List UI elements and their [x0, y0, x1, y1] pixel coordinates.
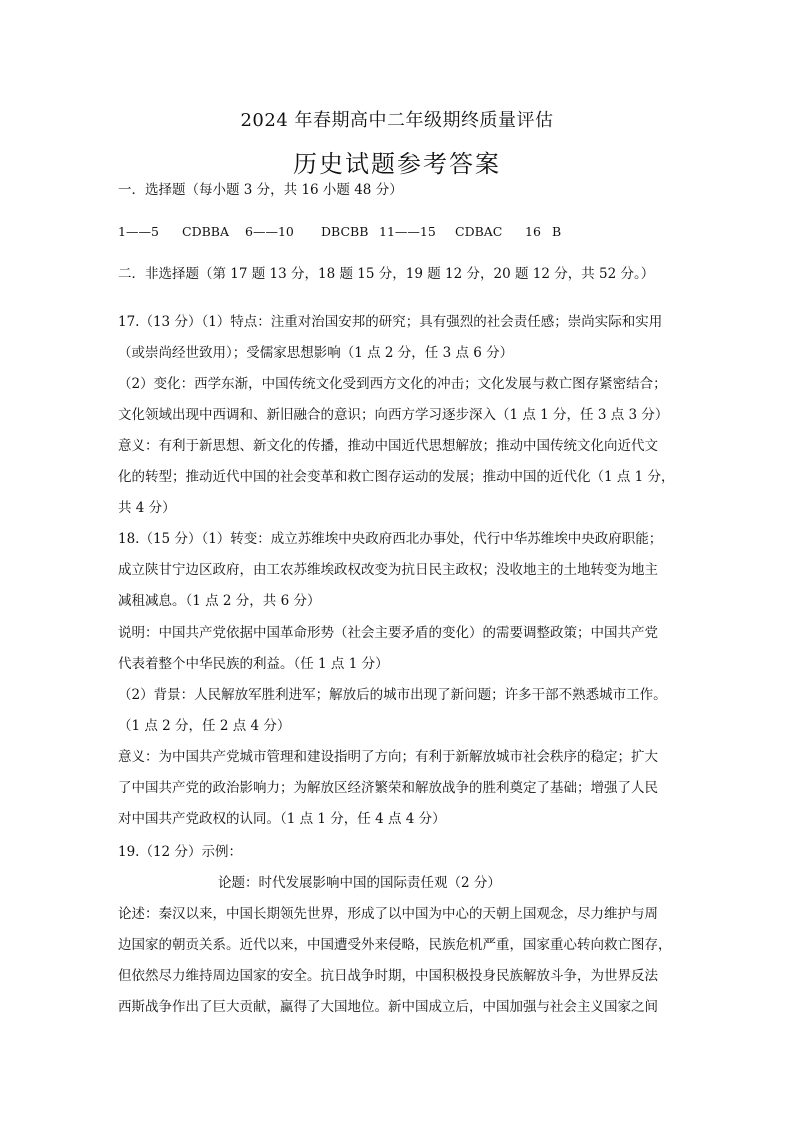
document-title: 历史试题参考答案: [293, 150, 501, 178]
exam-title: 2024 年春期高中二年级期终质量评估: [240, 110, 554, 131]
text-line: 18.（15 分）（1）转变：成立苏维埃中央政府西北办事处，代行中华苏维埃中央政府职能；: [118, 531, 663, 547]
text-line: 文化领域出现中西调和、新旧融合的意识；向西方学习逐步深入（1 点 1 分，任 3 点 3 分）: [118, 407, 669, 423]
text-line: 了中国共产党的政治影响力；为解放区经济繁荣和解放战争的胜利奠定了基础；增强了人民: [118, 780, 658, 796]
answer-keys: CDBAC: [455, 224, 503, 239]
text-line: （2）变化：西学东渐，中国传统文化受到西方文化的冲击；文化发展与救亡图存紧密结合；: [118, 376, 667, 392]
answer-range: 11——15: [379, 224, 436, 239]
text-line: （1 点 2 分，任 2 点 4 分）: [118, 718, 291, 734]
section-2-heading: 二．非选择题（第 17 题 13 分，18 题 15 分，19 题 12 分，20 题 12 分，共 52 分。）: [118, 266, 655, 282]
text-line: 论题：时代发展影响中国的国际责任观（2 分）: [218, 875, 501, 891]
answer-range: 16: [525, 224, 541, 239]
text-line: （2）背景：人民解放军胜利进军；解放后的城市出现了新问题；许多干部不熟悉城市工作。: [118, 687, 667, 703]
text-line: 19.（12 分）示例：: [118, 844, 242, 860]
text-line: 边国家的朝贡关系。近代以来，中国遭受外来侵略，民族危机严重，国家重心转向救亡图存，: [118, 937, 672, 953]
text-line: 说明：中国共产党依据中国革命形势（社会主要矛盾的变化）的需要调整政策；中国共产党: [118, 625, 658, 641]
text-line: 论述：秦汉以来，中国长期领先世界，形成了以中国为中心的天朝上国观念，尽力维护与周: [118, 906, 658, 922]
text-line: 化的转型；推动近代中国的社会变革和救亡图存运动的发展；推动中国的近代化（1 点 1 分，: [118, 469, 675, 485]
answer-range: 6——10: [245, 224, 294, 239]
text-line: 17.（13 分）（1）特点：注重对治国安邦的研究；具有强烈的社会责任感；崇尚实际和实用: [118, 314, 663, 330]
text-line: 减租减息。（1 点 2 分，共 6 分）: [118, 593, 321, 609]
text-line: 西斯战争作出了巨大贡献，赢得了大国地位。新中国成立后，中国加强与社会主义国家之间: [118, 999, 658, 1015]
text-line: 共 4 分）: [118, 500, 176, 516]
text-line: （或崇尚经世致用）；受儒家思想影响（1 点 2 分，任 3 点 6 分）: [118, 345, 514, 361]
text-line: 成立陕甘宁边区政府，由工农苏维埃政权改变为抗日民主政权；没收地主的土地转变为地主: [118, 562, 658, 578]
text-line: 意义：有利于新思想、新文化的传播，推动中国近代思想解放；推动中国传统文化向近代文: [118, 438, 658, 454]
answer-keys: B: [552, 224, 562, 239]
answer-keys: CDBBA: [182, 224, 229, 239]
section-1-heading: 一．选择题（每小题 3 分，共 16 小题 48 分）: [118, 182, 403, 198]
text-line: 意义：为中国共产党城市管理和建设指明了方向；有利于新解放城市社会秩序的稳定；扩大: [118, 749, 658, 765]
text-line: 代表着整个中华民族的利益。（任 1 点 1 分）: [118, 656, 389, 672]
answer-keys: DBCBB: [321, 224, 369, 239]
answer-range: 1——5: [118, 224, 159, 239]
text-line: 对中国共产党政权的认同。（1 点 1 分，任 4 点 4 分）: [118, 811, 446, 827]
text-line: 但依然尽力维持周边国家的安全。抗日战争时期，中国积极投身民族解放斗争，为世界反法: [118, 968, 658, 984]
